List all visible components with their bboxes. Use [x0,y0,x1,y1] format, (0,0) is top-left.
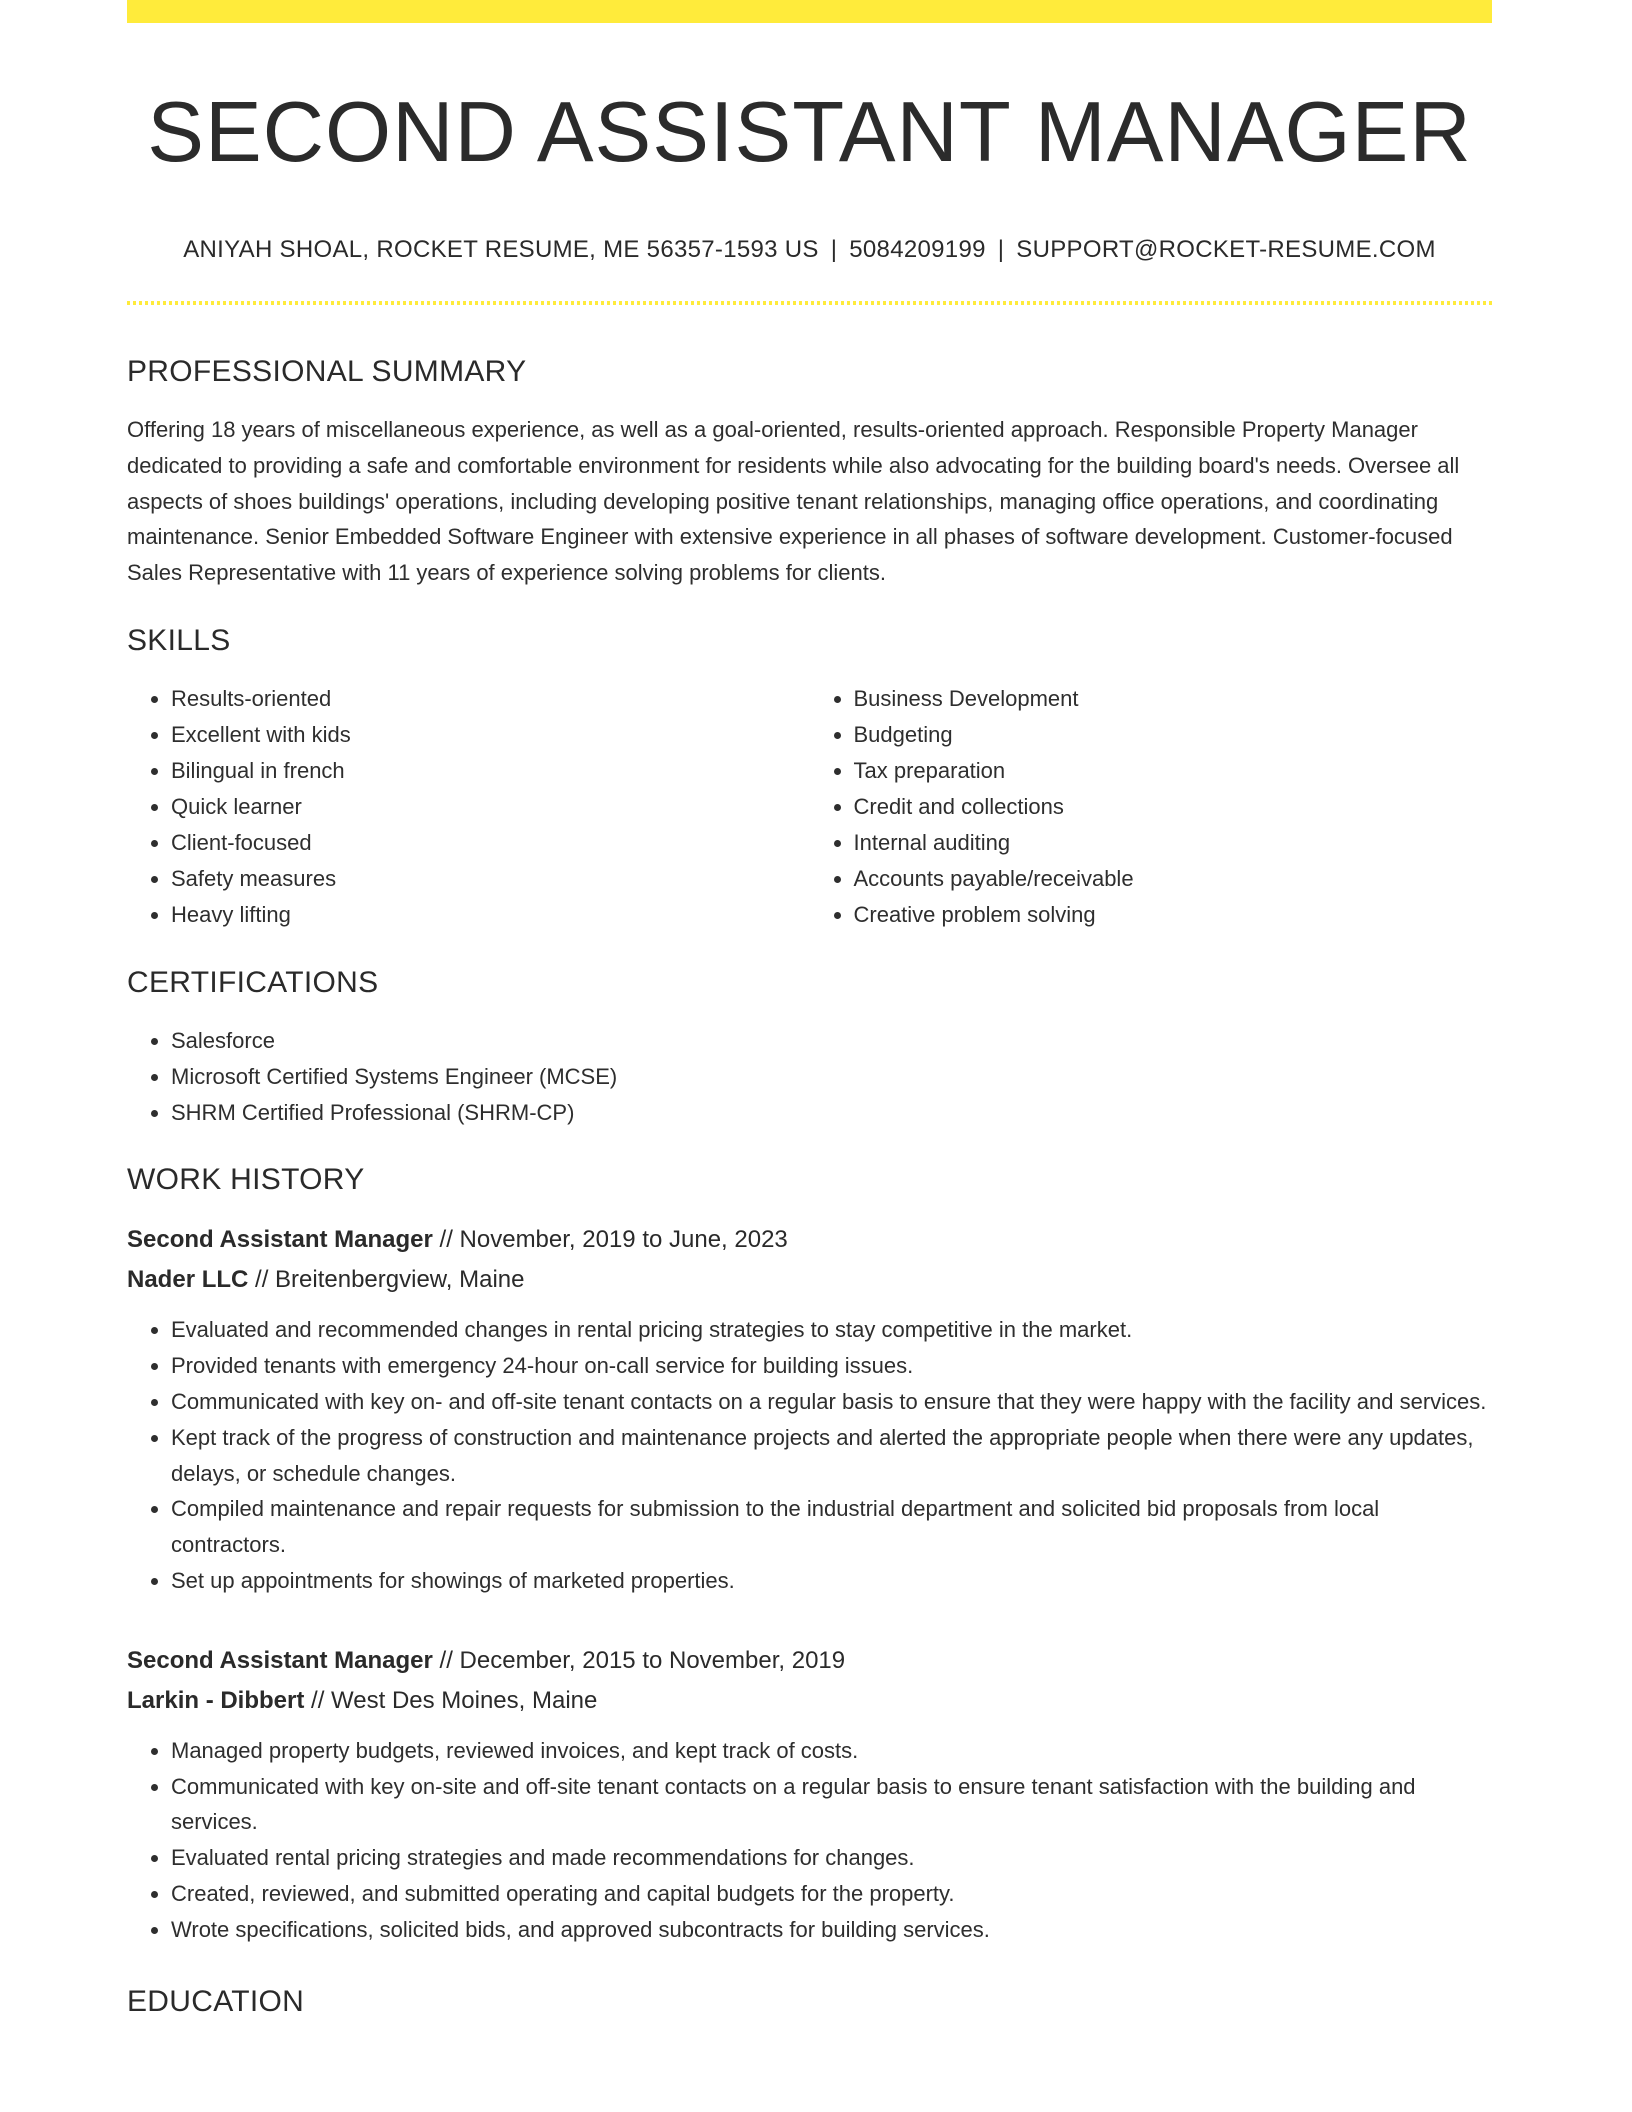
skill-item: • Safety measures [171,861,810,897]
skills-list-left [127,681,810,933]
job-company: Nader LLC [127,1266,249,1294]
certifications-heading: CERTIFICATIONS [127,965,379,999]
summary-heading: PROFESSIONAL SUMMARY [127,355,527,388]
skill-item: • Tax preparation [854,753,1493,789]
job-dates: // November, 2019 to June, 2023 [439,1226,788,1254]
job-bullet: • Compiled maintenance and repair requests for submission to the industrial department and solicited bid proposals from local contractors. [171,1491,1492,1563]
dotted-divider [127,301,1492,305]
skill-item: • Excellent with kids [171,717,810,753]
education-heading: EDUCATION [127,1984,305,2018]
contact-email[interactable]: SUPPORT@ROCKET-RESUME.COM [1016,236,1436,263]
contact-line [127,235,1492,265]
job-bullet: • Provided tenants with emergency 24-hour on-call service for building issues. [171,1348,1492,1384]
job-title: Second Assistant Manager [127,1226,433,1254]
skill-item: • Accounts payable/receivable [854,861,1493,897]
contact-separator: | [997,236,1005,263]
skill-item: • Budgeting [854,717,1493,753]
skill-item: • Credit and collections [854,789,1493,825]
skill-item: • Quick learner [171,789,810,825]
job-location: // Breitenbergview, Maine [255,1266,525,1294]
summary-text: Offering 18 years of miscellaneous experience, as well as a goal-oriented, results-oriented approach. Responsible Property Manager dedicated to providing a safe and comfortable environment for residents while also advocating for the building board's needs. Oversee all aspects of shoes buildings' operations, including developing positive tenant relationships, managing office operations, and coordinating maintenance. Senior Embedded Software Engineer with extensive experience in all phases of software development. Customer-focused Sales Representative with 11 years of experience solving problems for clients. [127,417,1460,586]
skills-heading: SKILLS [127,623,231,657]
certifications-list [127,1023,1492,1130]
resume-page [127,0,1492,2020]
job-bullets [127,1312,1492,1598]
contact-address: ANIYAH SHOAL, ROCKET RESUME, ME 56357-1593 US [183,236,819,263]
contact-phone[interactable]: 5084209199 [849,236,986,263]
job-bullet: • Communicated with key on- and off-site tenant contacts on a regular basis to ensure that they were happy with the facility and services. [171,1384,1492,1420]
skills-columns [127,681,1492,933]
certification-item: • SHRM Certified Professional (SHRM-CP) [171,1095,1492,1131]
skill-item: • Results-oriented [171,681,810,717]
job-dates: // December, 2015 to November, 2019 [439,1646,846,1674]
contact-separator: | [830,236,838,263]
job-bullet: • Communicated with key on-site and off-site tenant contacts on a regular basis to ensure tenant satisfaction with the building and services. [171,1769,1492,1841]
job-title: Second Assistant Manager [127,1646,433,1674]
job-company: Larkin - Dibbert [127,1686,305,1714]
skill-item: • Creative problem solving [854,897,1493,933]
job-bullets [127,1733,1492,1948]
job-entry [127,1220,1492,1598]
job-company-line [127,1260,1492,1300]
job-bullet: • Wrote specifications, solicited bids, and approved subcontracts for building services. [171,1912,1492,1948]
job-company-line [127,1681,1492,1721]
job-bullet: • Managed property budgets, reviewed invoices, and kept track of costs. [171,1733,1492,1769]
skill-item: • Bilingual in french [171,753,810,789]
accent-top-bar [127,0,1492,23]
job-title-line [127,1220,1492,1260]
job-bullet: • Evaluated rental pricing strategies and made recommendations for changes. [171,1840,1492,1876]
work-history-heading: WORK HISTORY [127,1163,365,1197]
job-title-line [127,1641,1492,1681]
job-bullet: • Created, reviewed, and submitted operating and capital budgets for the property. [171,1876,1492,1912]
job-entry [127,1641,1492,1948]
resume-title: SECOND ASSISTANT MANAGER [147,85,1472,180]
certification-item: • Salesforce [171,1023,1492,1059]
job-bullet: • Evaluated and recommended changes in rental pricing strategies to stay competitive in the market. [171,1312,1492,1348]
skill-item: • Client-focused [171,825,810,861]
certification-item: • Microsoft Certified Systems Engineer (MCSE) [171,1059,1492,1095]
skill-item: • Heavy lifting [171,897,810,933]
job-bullet: • Kept track of the progress of construction and maintenance projects and alerted the appropriate people when there were any updates, delays, or schedule changes. [171,1420,1492,1492]
job-bullet: • Set up appointments for showings of marketed properties. [171,1563,1492,1599]
skills-list-right [810,681,1493,933]
skill-item: • Business Development [854,681,1493,717]
skill-item: • Internal auditing [854,825,1493,861]
job-location: // West Des Moines, Maine [311,1686,598,1714]
